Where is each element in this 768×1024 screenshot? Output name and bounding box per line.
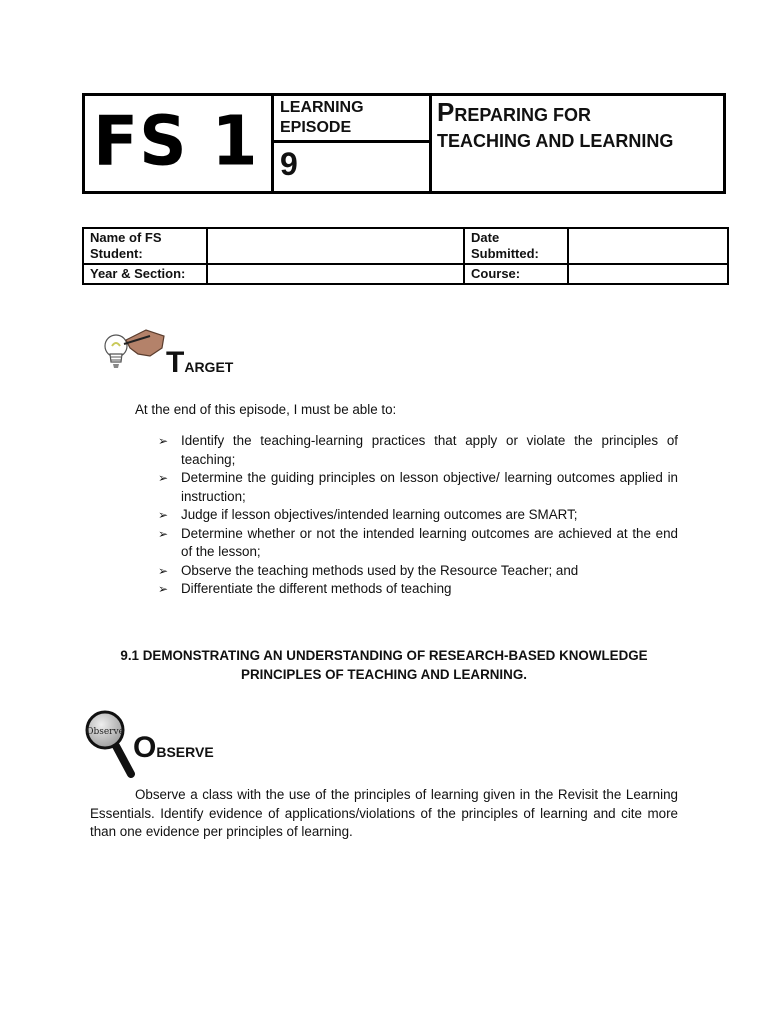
bullet-arrow-icon: ➢: [158, 434, 169, 448]
episode-title-line2: TEACHING AND LEARNING: [437, 131, 674, 151]
objective-item: [158, 580, 678, 599]
episode-label: LEARNING EPISODE: [280, 99, 364, 136]
year-section-label: Year & Section:: [83, 264, 207, 284]
bullet-arrow-icon: ➢: [158, 471, 169, 485]
episode-header: [82, 93, 726, 194]
target-heading-initial: T: [166, 346, 185, 379]
date-label: Date Submitted:: [464, 228, 568, 264]
course-label: Course:: [464, 264, 568, 284]
course-field[interactable]: [568, 264, 728, 284]
course-code: FS 1: [93, 101, 259, 182]
section-title: 9.1 DEMONSTRATING AN UNDERSTANDING OF RESEARCH-BASED KNOWLEDGE PRINCIPLES OF TEACHING AND LEARNING.: [120, 648, 648, 682]
objective-item: [158, 525, 678, 562]
objective-text: Determine the guiding principles on lesson objective/ learning outcomes applied in instruction;: [181, 470, 678, 504]
objective-text: Differentiate the different methods of teaching: [181, 581, 452, 596]
name-label: Name of FS Student:: [83, 228, 207, 264]
bullet-arrow-icon: ➢: [158, 563, 169, 578]
objective-text: Observe the teaching methods used by the Resource Teacher; and: [181, 562, 579, 578]
course-code-cell: [85, 96, 274, 191]
observe-heading: [133, 731, 214, 765]
objective-text: Determine whether or not the intended learning outcomes are achieved at the end of the lesson;: [181, 525, 678, 559]
target-heading-rest: ARGET: [184, 359, 234, 375]
lightbulb-hand-icon: [100, 326, 168, 376]
student-info-table: [82, 227, 729, 285]
episode-title-line1: REPARING FOR: [454, 105, 592, 125]
bullet-arrow-icon: ➢: [158, 526, 169, 541]
observe-heading-initial: O: [133, 731, 157, 764]
magnifier-label: Observe: [86, 727, 124, 737]
header-divider: [429, 96, 432, 191]
episode-label-cell: [274, 96, 430, 143]
observe-instructions: Observe a class with the use of the principles of learning given in the Revisit the Learning Essentials. Identify evidence of applications/violations of the principles of learning and cite more than one evidence per principles of learning.: [90, 787, 678, 839]
target-intro: At the end of this episode, I must be able to:: [135, 402, 397, 417]
target-heading: [166, 346, 233, 380]
objectives-list: [158, 432, 678, 599]
objective-item: [158, 562, 678, 581]
year-section-field[interactable]: [207, 264, 464, 284]
bullet-arrow-icon: ➢: [158, 582, 169, 596]
objective-text: Judge if lesson objectives/intended learning outcomes are SMART;: [181, 507, 578, 522]
episode-title: [437, 99, 727, 154]
bullet-arrow-icon: ➢: [158, 508, 169, 522]
objective-text: Identify the teaching-learning practices that apply or violate the principles of teaching;: [181, 433, 678, 467]
name-field[interactable]: [207, 228, 464, 264]
objective-item: [158, 469, 678, 506]
episode-title-initial: P: [437, 97, 455, 127]
objective-item: [158, 506, 678, 525]
objective-item: [158, 432, 678, 469]
episode-number: 9: [280, 146, 298, 182]
observe-heading-rest: BSERVE: [156, 744, 214, 760]
date-field[interactable]: [568, 228, 728, 264]
